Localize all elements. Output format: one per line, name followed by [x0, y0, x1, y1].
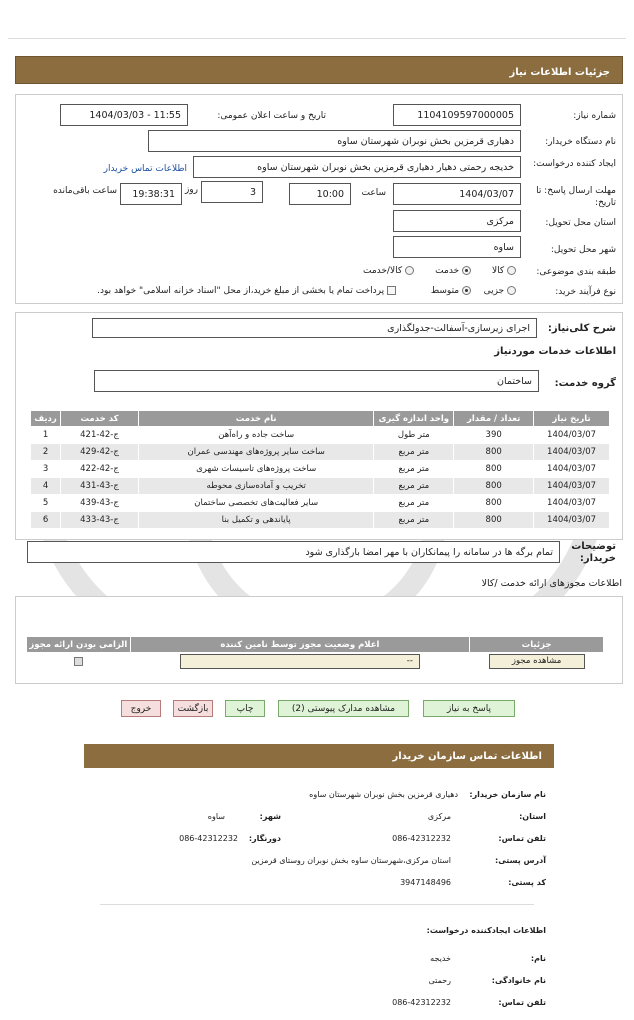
quantity-cell: 800 — [454, 495, 534, 512]
province-contact-value: مرکزی — [427, 812, 451, 821]
need-date-cell: 1404/03/07 — [534, 427, 610, 444]
city-contact-label: شهر: — [259, 812, 281, 821]
contact-divider — [100, 904, 534, 905]
buyer-contact-link[interactable]: اطلاعات تماس خریدار — [103, 164, 187, 174]
remaining-label: ساعت باقی‌مانده — [53, 186, 117, 196]
org-label: نام سازمان خریدار: — [469, 790, 546, 799]
province-label: استان محل تحویل: — [545, 218, 616, 228]
postal-value: 3947148496 — [400, 878, 451, 887]
buyer-org-field[interactable]: دهیاری قرمزین بخش نوبران شهرستان ساوه — [148, 130, 521, 152]
buyer-notes-field[interactable]: تمام برگه ها در سامانه را پیمانکاران با مهر امضا بارگذاری شود — [27, 541, 560, 563]
payment-note: پرداخت تمام یا بخشی از مبلغ خرید،از محل "اسناد خزانه اسلامی" خواهد بود. — [97, 286, 396, 296]
service-code-cell: ج-42-421 — [61, 427, 139, 444]
services-table — [30, 410, 610, 529]
table-row[interactable] — [31, 427, 610, 444]
print-button[interactable]: چاپ — [225, 700, 265, 717]
contact-header: اطلاعات تماس سازمان خریدار — [84, 744, 554, 768]
radio-selected-icon[interactable] — [462, 286, 471, 295]
unit-cell: متر مربع — [374, 461, 454, 478]
quantity-cell: 390 — [454, 427, 534, 444]
table-row[interactable] — [31, 495, 610, 512]
table-row[interactable] — [31, 444, 610, 461]
radio-icon[interactable] — [507, 286, 516, 295]
exit-button[interactable]: خروج — [121, 700, 161, 717]
province-field[interactable]: مرکزی — [393, 210, 521, 232]
permits-table — [26, 636, 604, 671]
unit-cell: متر مربع — [374, 512, 454, 529]
payment-checkbox[interactable] — [387, 286, 396, 295]
deadline-time-field[interactable]: 10:00 — [289, 183, 351, 205]
address-label: آدرس پستی: — [495, 856, 546, 865]
row-number-cell: 1 — [31, 427, 61, 444]
col-permit-required: الزامی بودن ارائه مجوز — [27, 637, 131, 653]
remaining-time-field[interactable]: 19:38:31 — [120, 183, 182, 205]
buyer-notes-label: توضیحات خریدار: — [571, 541, 616, 564]
need-date-cell: 1404/03/07 — [534, 478, 610, 495]
summary-label: شرح کلی‌نیاز: — [547, 323, 616, 334]
service-name-cell: سایر فعالیت‌های تخصصی ساختمان — [138, 495, 373, 512]
quantity-cell: 800 — [454, 478, 534, 495]
need-number-field[interactable]: 1104109597000005 — [393, 104, 521, 126]
need-date-cell: 1404/03/07 — [534, 512, 610, 529]
col-service-name: نام خدمت — [138, 411, 373, 427]
reply-button[interactable]: پاسخ به نیاز — [423, 700, 515, 717]
need-number-label: شماره نیاز: — [573, 111, 616, 121]
back-button[interactable]: بازگشت — [173, 700, 213, 717]
need-date-cell: 1404/03/07 — [534, 495, 610, 512]
service-code-cell: ج-42-429 — [61, 444, 139, 461]
province-contact-label: استان: — [519, 812, 546, 821]
top-divider — [8, 38, 626, 39]
address-value: استان مرکزی،شهرستان ساوه بخش نوبران روستای قرمزین — [251, 856, 451, 865]
buyer-org-label: نام دستگاه خریدار: — [545, 137, 616, 147]
radio-selected-icon[interactable] — [462, 266, 471, 275]
city-contact-value: ساوه — [207, 812, 225, 821]
phone-label: تلفن تماس: — [498, 834, 546, 843]
announce-label: تاریخ و ساعت اعلان عمومی: — [217, 111, 326, 121]
city-field[interactable]: ساوه — [393, 236, 521, 258]
quantity-cell: 800 — [454, 461, 534, 478]
deadline-date-field[interactable]: 1404/03/07 — [393, 183, 521, 205]
col-unit: واحد اندازه گیری — [374, 411, 454, 427]
permits-title: اطلاعات مجوزهای ارائه خدمت /کالا — [481, 578, 622, 589]
radio-icon[interactable] — [405, 266, 414, 275]
summary-field[interactable]: اجرای زیرسازی-آسفالت-جدولگذاری — [92, 318, 537, 338]
table-row[interactable] — [31, 512, 610, 529]
category-option-service[interactable]: خدمت — [435, 266, 471, 276]
col-service-code: کد خدمت — [61, 411, 139, 427]
row-number-cell: 6 — [31, 512, 61, 529]
row-number-cell: 2 — [31, 444, 61, 461]
service-name-cell: تخریب و آماده‌سازی محوطه — [138, 478, 373, 495]
permit-status-field[interactable]: -- — [180, 654, 420, 669]
days-label: روز — [184, 185, 198, 195]
fax-label: دورنگار: — [248, 834, 281, 843]
col-permit-details: جزئیات — [470, 637, 604, 653]
category-label: طبقه بندی موضوعی: — [536, 267, 616, 277]
permit-required-checkbox[interactable] — [74, 657, 83, 666]
service-name-cell: ساخت پروژه‌های تاسیسات شهری — [138, 461, 373, 478]
service-code-cell: ج-43-431 — [61, 478, 139, 495]
process-option-medium[interactable]: متوسط — [431, 286, 471, 296]
table-row[interactable] — [31, 478, 610, 495]
service-code-cell: ج-43-433 — [61, 512, 139, 529]
city-label: شهر محل تحویل: — [550, 245, 616, 255]
table-row[interactable] — [31, 461, 610, 478]
deadline-time-label: ساعت — [361, 188, 386, 198]
creator-family-value: رحمتی — [428, 976, 451, 985]
creator-info-title: اطلاعات ایجادکننده درخواست: — [426, 926, 546, 935]
unit-cell: متر مربع — [374, 444, 454, 461]
service-name-cell: ساخت سایر پروژه‌های مهندسی عمران — [138, 444, 373, 461]
creator-family-label: نام خانوادگی: — [491, 976, 546, 985]
need-date-cell: 1404/03/07 — [534, 461, 610, 478]
row-number-cell: 5 — [31, 495, 61, 512]
row-number-cell: 4 — [31, 478, 61, 495]
days-field[interactable]: 3 — [201, 181, 263, 203]
row-number-cell: 3 — [31, 461, 61, 478]
fax-value: 086-42312232 — [179, 834, 238, 843]
service-code-cell: ج-43-439 — [61, 495, 139, 512]
creator-name-value: خدیجه — [430, 954, 451, 963]
need-date-cell: 1404/03/07 — [534, 444, 610, 461]
quantity-cell: 800 — [454, 444, 534, 461]
category-option-both[interactable]: کالا/خدمت — [363, 266, 414, 276]
category-option-goods[interactable]: کالا — [492, 266, 516, 276]
service-name-cell: پایاندهی و تکمیل بنا — [138, 512, 373, 529]
creator-field[interactable]: خدیجه رحمتی دهیار دهیاری قرمزین بخش نوبران شهرستان ساوه — [193, 156, 521, 178]
services-title: اطلاعات خدمات موردنیاز — [494, 346, 616, 357]
service-name-cell: ساخت جاده و راه‌آهن — [138, 427, 373, 444]
announce-datetime-field[interactable]: 1404/03/03 - 11:55 — [60, 104, 188, 126]
col-row-number: ردیف — [31, 411, 61, 427]
col-quantity: تعداد / مقدار — [454, 411, 534, 427]
page-header: جزئیات اطلاعات نیاز — [15, 56, 623, 84]
creator-phone-label: تلفن تماس: — [498, 998, 546, 1007]
deadline-label: مهلت ارسال پاسخ: تا تاریخ: — [536, 186, 616, 208]
col-need-date: تاریخ نیاز — [534, 411, 610, 427]
process-option-minor[interactable]: جزیی — [484, 286, 516, 296]
unit-cell: متر مربع — [374, 495, 454, 512]
service-group-label: گروه خدمت: — [554, 378, 616, 389]
creator-label: ایجاد کننده درخواست: — [533, 159, 616, 169]
col-permit-status: اعلام وضعیت مجوز توسط نامین کننده — [130, 637, 470, 653]
unit-cell: متر طول — [374, 427, 454, 444]
process-label: نوع فرآیند خرید: — [555, 287, 616, 297]
view-permit-button[interactable]: مشاهده مجوز — [489, 654, 585, 669]
view-documents-button[interactable]: مشاهده مدارک پیوستی (2) — [278, 700, 409, 717]
phone-value: 086-42312232 — [392, 834, 451, 843]
radio-icon[interactable] — [507, 266, 516, 275]
postal-label: کد پستی: — [508, 878, 546, 887]
unit-cell: متر مربع — [374, 478, 454, 495]
creator-phone-value: 086-42312232 — [392, 998, 451, 1007]
service-code-cell: ج-42-422 — [61, 461, 139, 478]
creator-name-label: نام: — [530, 954, 546, 963]
quantity-cell: 800 — [454, 512, 534, 529]
org-value: دهیاری قرمزین بخش نوبران شهرستان ساوه — [309, 790, 458, 799]
service-group-field[interactable]: ساختمان — [94, 370, 539, 392]
